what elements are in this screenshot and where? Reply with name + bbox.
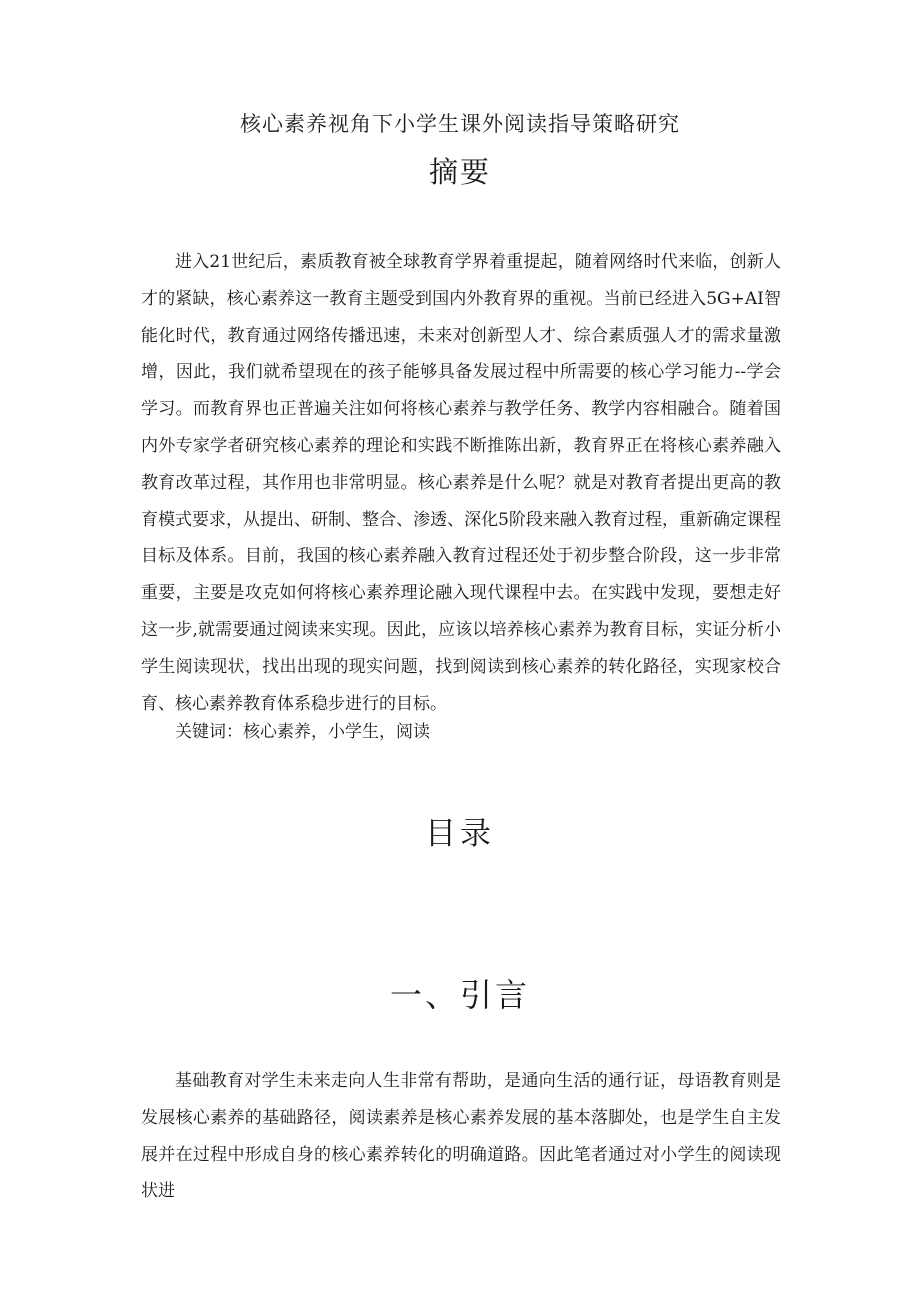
toc-heading: 目录 xyxy=(425,816,495,852)
section-heading-introduction: 一、引言 xyxy=(389,976,530,1014)
introduction-paragraph: 基础教育对学生未来走向人生非常有帮助，是通向生活的通行证，母语教育则是发展核心素养的基础路径，阅读素养是核心素养发展的基本落脚处，也是学生自主发展并在过程中形成自身的核心素养转化的明确道路。因此笔者通过对小学生的阅读现状进 xyxy=(141,1071,781,1202)
abstract-paragraph: 进入21世纪后，素质教育被全球教育学界着重提起，随着网络时代来临，创新人才的紧缺，核心素养这一教育主题受到国内外教育界的重视。当前已经进入5G+AI智能化时代，教育通过网络传播迅速，未来对创新型人才、综合素质强人才的需求量激增，因此，我们就希望现在的孩子能够具备发展过程中所需要的核心学习能力--学会学习。而教育界也正普遍关注如何将核心素养与教学任务、教学内容相融合。随着国内外专家学者研究核心素养的理论和实践不断推陈出新，教育界正在将核心素养融入教育改革过程，其作用也非常明显。核心素养是什么呢？就是对教育者提出更高的教育模式要求，从提出、研制、整合、渗透、深化5阶段来融入教育过程，重新确定课程目标及体系。目前，我国的核心素养融入教育过程还处于初步整合阶段，这一步非常重要，主要是攻克如何将核心素养理论融入现代课程中去。在实践中发现，要想走好这一步,就需要通过阅读来实现。因此，应该以培养核心素养为教育目标，实证分析小学生阅读现状，找出出现的现实问题，找到阅读到核心素养的转化路径，实现家校合育、核心素养教育体系稳步进行的目标。 xyxy=(141,252,781,714)
keywords-line: 关键词：核心素养，小学生，阅读 xyxy=(175,722,430,742)
abstract-heading: 摘要 xyxy=(428,155,491,189)
document-title: 核心素养视角下小学生课外阅读指导策略研究 xyxy=(240,112,680,136)
